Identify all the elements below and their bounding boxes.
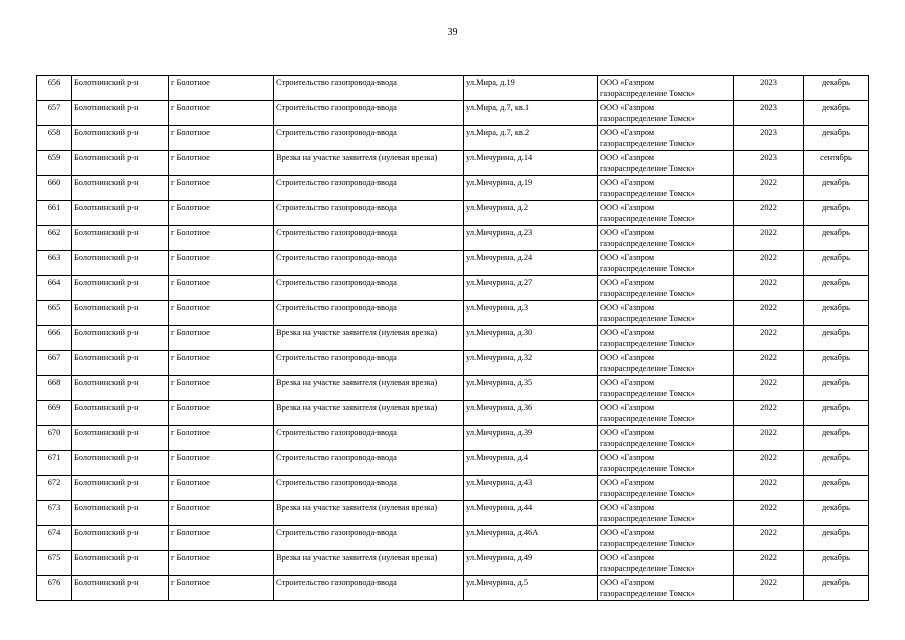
year-cell: 2022: [734, 226, 804, 251]
district-cell: Болотнинский р-н: [72, 276, 169, 301]
month-cell: декабрь: [804, 276, 869, 301]
year-cell: 2022: [734, 326, 804, 351]
organization-line-2: газораспределение Томск»: [600, 89, 695, 98]
year-cell: 2022: [734, 401, 804, 426]
organization-cell: [598, 201, 734, 226]
organization-line-1: ООО «Газпром: [600, 203, 655, 212]
year-cell: 2022: [734, 551, 804, 576]
work-type-cell: Строительство газопровода-ввода: [274, 276, 464, 301]
locality-cell: г Болотное: [169, 276, 274, 301]
locality-cell: г Болотное: [169, 526, 274, 551]
organization-cell: [598, 101, 734, 126]
district-cell: Болотнинский р-н: [72, 326, 169, 351]
address-cell: ул.Мичурина, д.5: [464, 576, 598, 601]
row-number-cell: 669: [37, 401, 72, 426]
work-type-cell: Врезка на участке заявителя (нулевая врезка): [274, 326, 464, 351]
month-cell: декабрь: [804, 126, 869, 151]
organization-line-2: газораспределение Томск»: [600, 114, 695, 123]
organization-line-2: газораспределение Томск»: [600, 164, 695, 173]
organization-line-2: газораспределение Томск»: [600, 439, 695, 448]
row-number-cell: 675: [37, 551, 72, 576]
year-cell: 2022: [734, 351, 804, 376]
organization-line-2: газораспределение Томск»: [600, 314, 695, 323]
address-cell: ул.Мичурина, д.3: [464, 301, 598, 326]
district-cell: Болотнинский р-н: [72, 526, 169, 551]
row-number-cell: 667: [37, 351, 72, 376]
year-cell: 2022: [734, 426, 804, 451]
organization-line-2: газораспределение Томск»: [600, 414, 695, 423]
district-cell: Болотнинский р-н: [72, 376, 169, 401]
organization-cell: [598, 526, 734, 551]
organization-cell: [598, 301, 734, 326]
organization-line-2: газораспределение Томск»: [600, 239, 695, 248]
organization-line-2: газораспределение Томск»: [600, 189, 695, 198]
year-cell: 2022: [734, 576, 804, 601]
table-row: [37, 551, 869, 576]
district-cell: Болотнинский р-н: [72, 176, 169, 201]
table-row: [37, 401, 869, 426]
table-row: [37, 101, 869, 126]
organization-cell: [598, 276, 734, 301]
table-row: [37, 176, 869, 201]
address-cell: ул.Мичурина, д.4: [464, 451, 598, 476]
year-cell: 2023: [734, 151, 804, 176]
organization-line-1: ООО «Газпром: [600, 78, 655, 87]
row-number-cell: 671: [37, 451, 72, 476]
organization-line-2: газораспределение Томск»: [600, 389, 695, 398]
organization-cell: [598, 351, 734, 376]
organization-cell: [598, 476, 734, 501]
district-cell: Болотнинский р-н: [72, 401, 169, 426]
month-cell: декабрь: [804, 501, 869, 526]
table-row: [37, 501, 869, 526]
table-row: [37, 376, 869, 401]
table-row: [37, 426, 869, 451]
table-row: [37, 126, 869, 151]
district-cell: Болотнинский р-н: [72, 551, 169, 576]
organization-line-2: газораспределение Томск»: [600, 489, 695, 498]
locality-cell: г Болотное: [169, 226, 274, 251]
year-cell: 2022: [734, 526, 804, 551]
address-cell: ул.Мичурина, д.14: [464, 151, 598, 176]
month-cell: декабрь: [804, 101, 869, 126]
row-number-cell: 660: [37, 176, 72, 201]
organization-line-1: ООО «Газпром: [600, 153, 655, 162]
address-cell: ул.Мичурина, д.27: [464, 276, 598, 301]
work-type-cell: Строительство газопровода-ввода: [274, 101, 464, 126]
locality-cell: г Болотное: [169, 426, 274, 451]
month-cell: декабрь: [804, 576, 869, 601]
locality-cell: г Болотное: [169, 126, 274, 151]
year-cell: 2022: [734, 301, 804, 326]
table-row: [37, 251, 869, 276]
organization-line-2: газораспределение Томск»: [600, 514, 695, 523]
row-number-cell: 674: [37, 526, 72, 551]
organization-line-1: ООО «Газпром: [600, 178, 655, 187]
organization-line-1: ООО «Газпром: [600, 228, 655, 237]
district-cell: Болотнинский р-н: [72, 101, 169, 126]
organization-line-2: газораспределение Томск»: [600, 264, 695, 273]
work-type-cell: Врезка на участке заявителя (нулевая врезка): [274, 376, 464, 401]
work-type-cell: Строительство газопровода-ввода: [274, 351, 464, 376]
organization-line-1: ООО «Газпром: [600, 378, 655, 387]
row-number-cell: 659: [37, 151, 72, 176]
locality-cell: г Болотное: [169, 176, 274, 201]
organization-cell: [598, 501, 734, 526]
month-cell: декабрь: [804, 551, 869, 576]
organization-line-1: ООО «Газпром: [600, 453, 655, 462]
organization-line-1: ООО «Газпром: [600, 128, 655, 137]
year-cell: 2022: [734, 451, 804, 476]
month-cell: декабрь: [804, 376, 869, 401]
locality-cell: г Болотное: [169, 151, 274, 176]
table-body: [37, 76, 869, 601]
year-cell: 2023: [734, 101, 804, 126]
gas-connection-table: [36, 75, 869, 601]
year-cell: 2022: [734, 276, 804, 301]
organization-line-1: ООО «Газпром: [600, 403, 655, 412]
organization-cell: [598, 176, 734, 201]
organization-line-1: ООО «Газпром: [600, 528, 655, 537]
month-cell: декабрь: [804, 401, 869, 426]
address-cell: ул.Мира, д.7, кв.1: [464, 101, 598, 126]
work-type-cell: Строительство газопровода-ввода: [274, 76, 464, 101]
year-cell: 2022: [734, 476, 804, 501]
table-row: [37, 276, 869, 301]
organization-line-2: газораспределение Томск»: [600, 364, 695, 373]
row-number-cell: 661: [37, 201, 72, 226]
address-cell: ул.Мира, д.19: [464, 76, 598, 101]
locality-cell: г Болотное: [169, 76, 274, 101]
organization-line-2: газораспределение Томск»: [600, 564, 695, 573]
month-cell: декабрь: [804, 526, 869, 551]
district-cell: Болотнинский р-н: [72, 426, 169, 451]
row-number-cell: 676: [37, 576, 72, 601]
work-type-cell: Строительство газопровода-ввода: [274, 226, 464, 251]
organization-line-1: ООО «Газпром: [600, 328, 655, 337]
organization-cell: [598, 451, 734, 476]
district-cell: Болотнинский р-н: [72, 126, 169, 151]
month-cell: декабрь: [804, 301, 869, 326]
row-number-cell: 662: [37, 226, 72, 251]
organization-cell: [598, 251, 734, 276]
district-cell: Болотнинский р-н: [72, 351, 169, 376]
month-cell: декабрь: [804, 201, 869, 226]
work-type-cell: Строительство газопровода-ввода: [274, 251, 464, 276]
address-cell: ул.Мичурина, д.32: [464, 351, 598, 376]
work-type-cell: Врезка на участке заявителя (нулевая врезка): [274, 151, 464, 176]
row-number-cell: 670: [37, 426, 72, 451]
district-cell: Болотнинский р-н: [72, 201, 169, 226]
organization-line-1: ООО «Газпром: [600, 428, 655, 437]
table-row: [37, 201, 869, 226]
row-number-cell: 664: [37, 276, 72, 301]
work-type-cell: Строительство газопровода-ввода: [274, 526, 464, 551]
address-cell: ул.Мичурина, д.23: [464, 226, 598, 251]
district-cell: Болотнинский р-н: [72, 476, 169, 501]
table-row: [37, 226, 869, 251]
month-cell: декабрь: [804, 326, 869, 351]
organization-cell: [598, 576, 734, 601]
organization-cell: [598, 76, 734, 101]
year-cell: 2022: [734, 251, 804, 276]
district-cell: Болотнинский р-н: [72, 501, 169, 526]
work-type-cell: Строительство газопровода-ввода: [274, 426, 464, 451]
organization-line-2: газораспределение Томск»: [600, 589, 695, 598]
table-row: [37, 576, 869, 601]
district-cell: Болотнинский р-н: [72, 301, 169, 326]
row-number-cell: 663: [37, 251, 72, 276]
work-type-cell: Врезка на участке заявителя (нулевая врезка): [274, 551, 464, 576]
organization-cell: [598, 226, 734, 251]
table-row: [37, 526, 869, 551]
row-number-cell: 666: [37, 326, 72, 351]
address-cell: ул.Мичурина, д.30: [464, 326, 598, 351]
row-number-cell: 665: [37, 301, 72, 326]
locality-cell: г Болотное: [169, 201, 274, 226]
address-cell: ул.Мичурина, д.43: [464, 476, 598, 501]
organization-line-1: ООО «Газпром: [600, 503, 655, 512]
organization-line-1: ООО «Газпром: [600, 578, 655, 587]
organization-line-1: ООО «Газпром: [600, 478, 655, 487]
address-cell: ул.Мичурина, д.2: [464, 201, 598, 226]
month-cell: сентябрь: [804, 151, 869, 176]
row-number-cell: 657: [37, 101, 72, 126]
organization-line-1: ООО «Газпром: [600, 553, 655, 562]
locality-cell: г Болотное: [169, 101, 274, 126]
locality-cell: г Болотное: [169, 576, 274, 601]
address-cell: ул.Мичурина, д.35: [464, 376, 598, 401]
organization-line-2: газораспределение Томск»: [600, 214, 695, 223]
month-cell: декабрь: [804, 351, 869, 376]
organization-cell: [598, 376, 734, 401]
organization-line-1: ООО «Газпром: [600, 103, 655, 112]
organization-cell: [598, 126, 734, 151]
district-cell: Болотнинский р-н: [72, 451, 169, 476]
table-row: [37, 301, 869, 326]
organization-cell: [598, 401, 734, 426]
work-type-cell: Строительство газопровода-ввода: [274, 576, 464, 601]
organization-line-2: газораспределение Томск»: [600, 539, 695, 548]
year-cell: 2023: [734, 126, 804, 151]
work-type-cell: Строительство газопровода-ввода: [274, 126, 464, 151]
row-number-cell: 658: [37, 126, 72, 151]
organization-line-2: газораспределение Томск»: [600, 139, 695, 148]
organization-cell: [598, 551, 734, 576]
locality-cell: г Болотное: [169, 376, 274, 401]
address-cell: ул.Мичурина, д.39: [464, 426, 598, 451]
table-row: [37, 76, 869, 101]
locality-cell: г Болотное: [169, 551, 274, 576]
address-cell: ул.Мичурина, д.44: [464, 501, 598, 526]
address-cell: ул.Мичурина, д.19: [464, 176, 598, 201]
work-type-cell: Строительство газопровода-ввода: [274, 201, 464, 226]
year-cell: 2023: [734, 76, 804, 101]
address-cell: ул.Мичурина, д.49: [464, 551, 598, 576]
district-cell: Болотнинский р-н: [72, 576, 169, 601]
month-cell: декабрь: [804, 251, 869, 276]
district-cell: Болотнинский р-н: [72, 226, 169, 251]
year-cell: 2022: [734, 501, 804, 526]
work-type-cell: Врезка на участке заявителя (нулевая врезка): [274, 501, 464, 526]
organization-cell: [598, 426, 734, 451]
row-number-cell: 673: [37, 501, 72, 526]
year-cell: 2022: [734, 201, 804, 226]
table-row: [37, 151, 869, 176]
organization-line-1: ООО «Газпром: [600, 353, 655, 362]
month-cell: декабрь: [804, 176, 869, 201]
organization-line-2: газораспределение Томск»: [600, 464, 695, 473]
district-cell: Болотнинский р-н: [72, 151, 169, 176]
work-type-cell: Строительство газопровода-ввода: [274, 301, 464, 326]
year-cell: 2022: [734, 176, 804, 201]
table-row: [37, 451, 869, 476]
organization-cell: [598, 151, 734, 176]
address-cell: ул.Мира, д.7, кв.2: [464, 126, 598, 151]
organization-line-2: газораспределение Томск»: [600, 289, 695, 298]
organization-line-1: ООО «Газпром: [600, 303, 655, 312]
row-number-cell: 656: [37, 76, 72, 101]
table-row: [37, 351, 869, 376]
address-cell: ул.Мичурина, д.24: [464, 251, 598, 276]
work-type-cell: Строительство газопровода-ввода: [274, 451, 464, 476]
locality-cell: г Болотное: [169, 476, 274, 501]
page-number: 39: [447, 27, 458, 38]
year-cell: 2022: [734, 376, 804, 401]
work-type-cell: Строительство газопровода-ввода: [274, 176, 464, 201]
work-type-cell: Строительство газопровода-ввода: [274, 476, 464, 501]
work-type-cell: Врезка на участке заявителя (нулевая врезка): [274, 401, 464, 426]
table-row: [37, 326, 869, 351]
row-number-cell: 672: [37, 476, 72, 501]
district-cell: Болотнинский р-н: [72, 76, 169, 101]
table-row: [37, 476, 869, 501]
locality-cell: г Болотное: [169, 501, 274, 526]
locality-cell: г Болотное: [169, 301, 274, 326]
address-cell: ул.Мичурина, д.46А: [464, 526, 598, 551]
organization-line-2: газораспределение Томск»: [600, 339, 695, 348]
locality-cell: г Болотное: [169, 326, 274, 351]
organization-line-1: ООО «Газпром: [600, 253, 655, 262]
month-cell: декабрь: [804, 426, 869, 451]
organization-line-1: ООО «Газпром: [600, 278, 655, 287]
month-cell: декабрь: [804, 476, 869, 501]
locality-cell: г Болотное: [169, 351, 274, 376]
address-cell: ул.Мичурина, д.36: [464, 401, 598, 426]
organization-cell: [598, 326, 734, 351]
district-cell: Болотнинский р-н: [72, 251, 169, 276]
locality-cell: г Болотное: [169, 451, 274, 476]
row-number-cell: 668: [37, 376, 72, 401]
month-cell: декабрь: [804, 76, 869, 101]
locality-cell: г Болотное: [169, 401, 274, 426]
month-cell: декабрь: [804, 226, 869, 251]
locality-cell: г Болотное: [169, 251, 274, 276]
month-cell: декабрь: [804, 451, 869, 476]
